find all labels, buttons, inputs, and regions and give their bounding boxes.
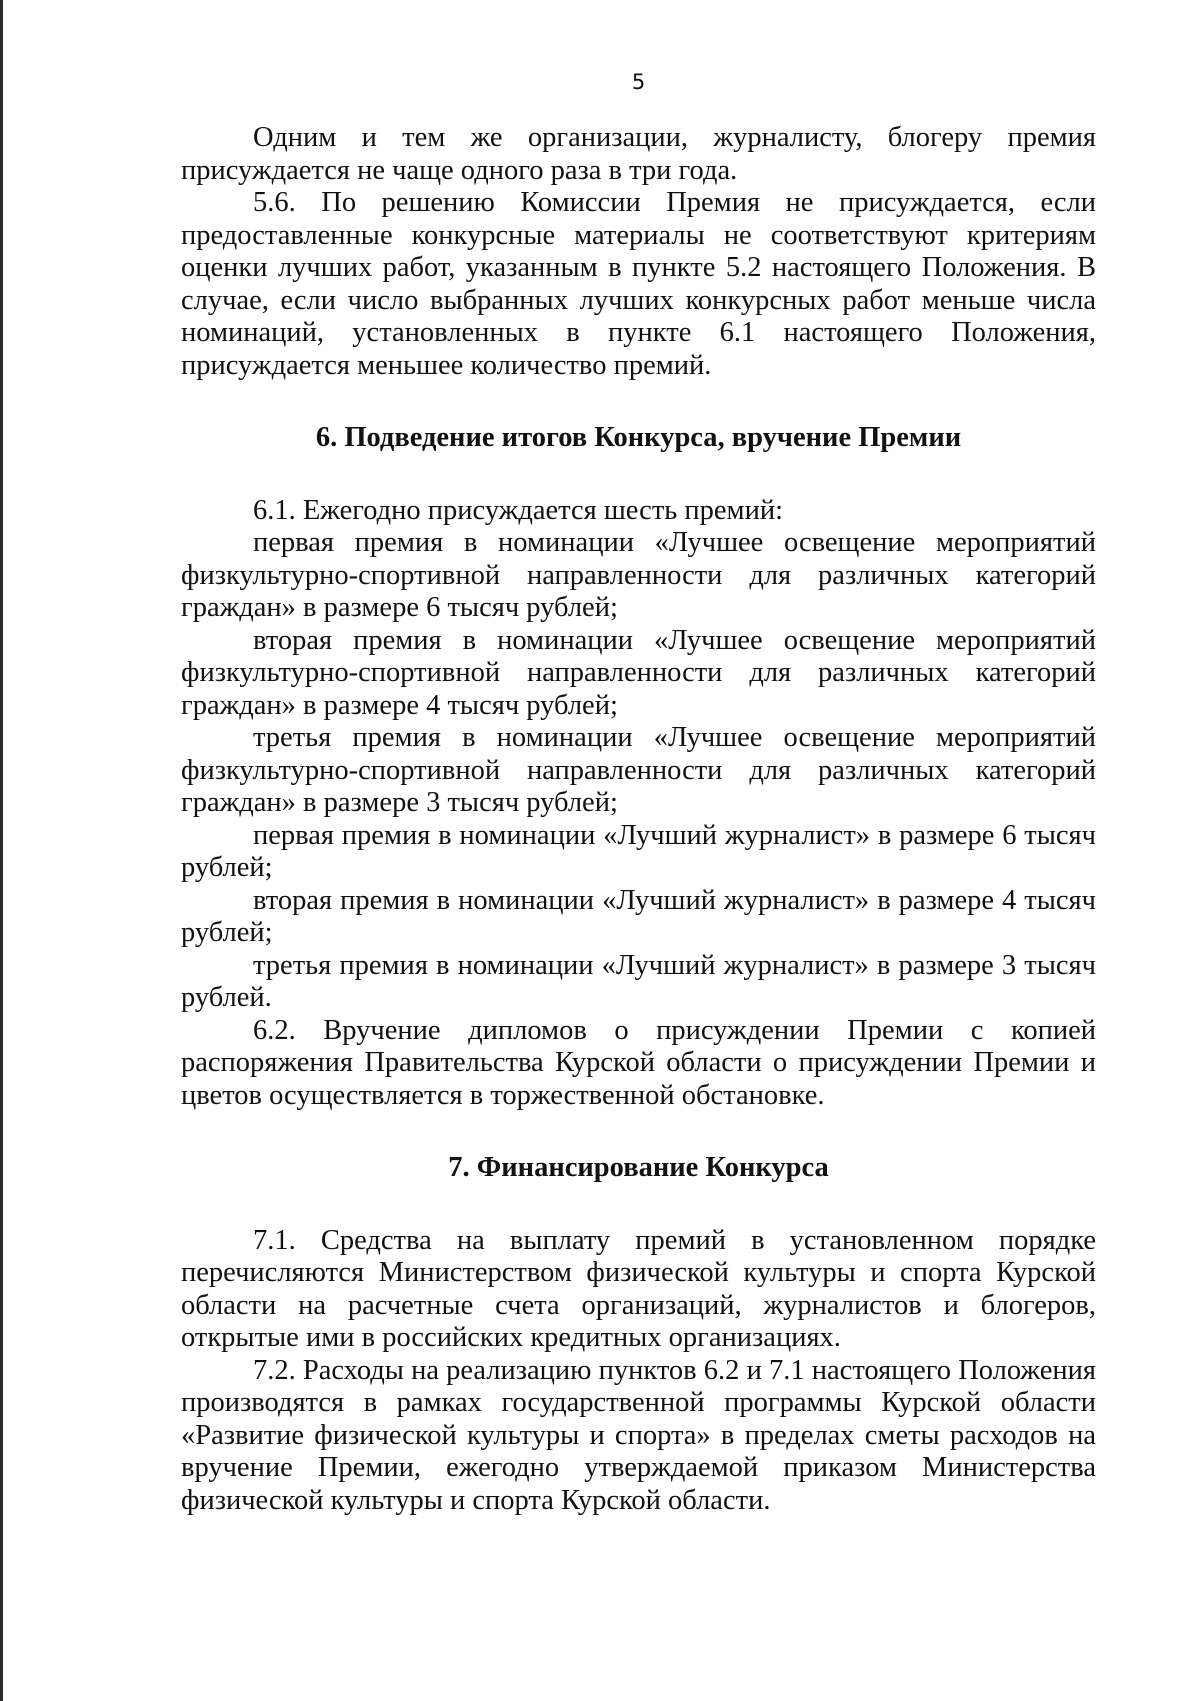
paragraph-prize-3-journalist: третья премия в номинации «Лучший журналист» в размере 3 тысяч рублей. [181,949,1096,1013]
paragraph-7-2: 7.2. Расходы на реализацию пунктов 6.2 и 7.1 настоящего Положения производятся в рамках государственной программы Курской области «Развитие физической культуры и спорта» в пределах сметы расходов на вручение Премии, ежегодно утверждаемой приказом Министерства физической культуры и спорта Курской области. [181,1354,1096,1516]
page-number: 5 [631,70,646,94]
paragraph-prize-2-journalist: вторая премия в номинации «Лучший журналист» в размере 4 тысяч рублей; [181,884,1096,948]
paragraph-prize-1-journalist: первая премия в номинации «Лучший журналист» в размере 6 тысяч рублей; [181,819,1096,883]
paragraph-7-1: 7.1. Средства на выплату премий в установленном порядке перечисляются Министерством физической культуры и спорта Курской области на расчетные счета организаций, журналистов и блогеров, открытые ими в российских кредитных организациях. [181,1224,1096,1353]
paragraph-5-6: 5.6. По решению Комиссии Премия не присуждается, если предоставленные конкурсные материалы не соответствуют критериям оценки лучших работ, указанным в пункте 5.2 настоящего Положения. В случае, если число выбранных лучших конкурсных работ меньше числа номинаций, установленных в пункте 6.1 настоящего Положения, присуждается меньшее количество премий. [181,187,1096,381]
scan-edge-shadow [0,0,3,1701]
paragraph-6-2: 6.2. Вручение дипломов о присуждении Премии с копией распоряжения Правительства Курской области о присуждении Премии и цветов осуществляется в торжественной обстановке. [181,1014,1096,1111]
paragraph-prize-2-coverage: вторая премия в номинации «Лучшее освещение мероприятий физкультурно-спортивной направленности для различных категорий граждан» в размере 4 тысяч рублей; [181,624,1096,721]
section-7-heading: 7. Финансирование Конкурса [448,1152,829,1183]
paragraph-prize-1-coverage: первая премия в номинации «Лучшее освещение мероприятий физкультурно-спортивной направленности для различных категорий граждан» в размере 6 тысяч рублей; [181,527,1096,623]
paragraph-6-1: 6.1. Ежегодно присуждается шесть премий: [253,494,784,526]
document-page [181,62,1096,1517]
paragraph-award-frequency: Одним и тем же организации, журналисту, блогеру премия присуждается не чаще одного раза в три года. [181,122,1096,186]
paragraph-prize-3-coverage: третья премия в номинации «Лучшее освещение мероприятий физкультурно-спортивной направленности для различных категорий граждан» в размере 3 тысяч рублей; [181,722,1096,818]
section-6-heading: 6. Подведение итогов Конкурса, вручение Премии [315,422,962,453]
